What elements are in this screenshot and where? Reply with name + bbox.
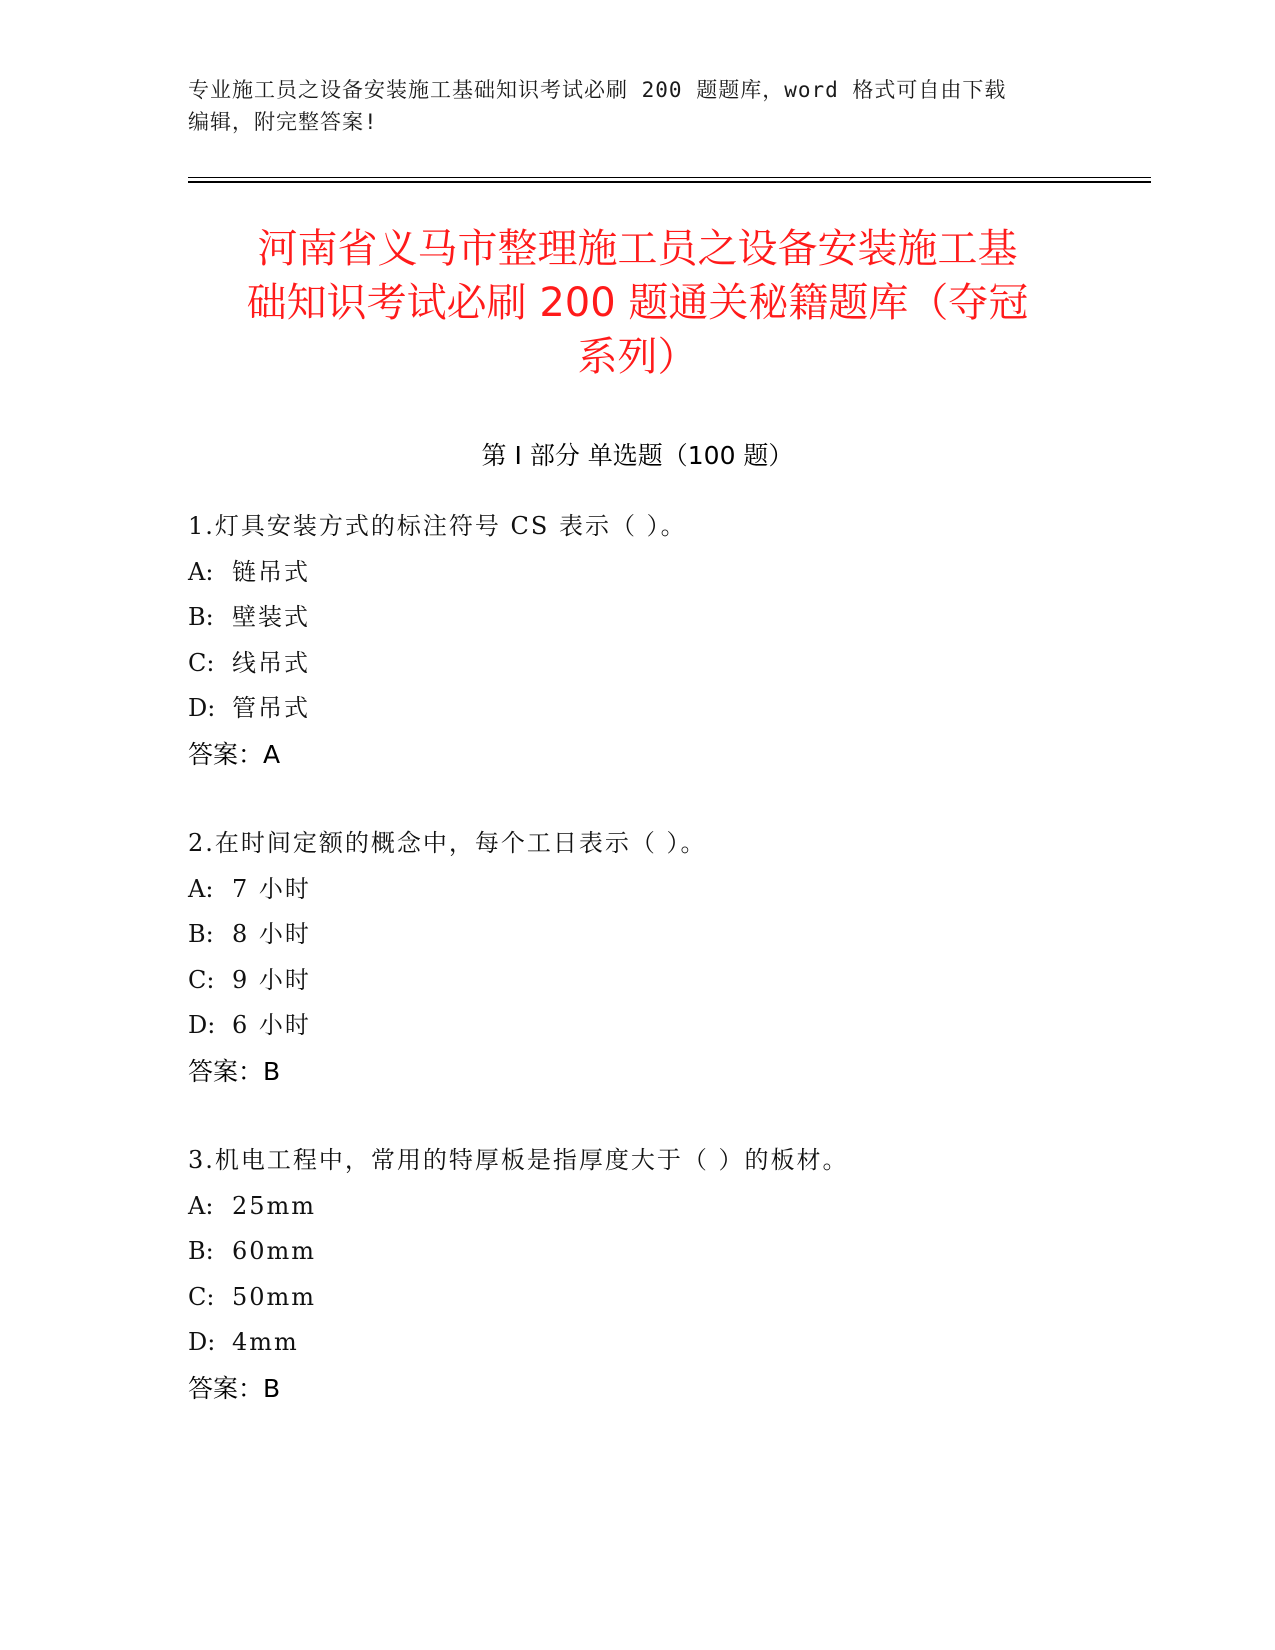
header-line-1: 专业施工员之设备安装施工基础知识考试必刷 200 题题库，word 格式可自由下载 xyxy=(188,78,1007,102)
answer: 答案：B xyxy=(188,1373,281,1403)
option-c xyxy=(188,958,1148,1004)
option-letter: A: xyxy=(188,1191,214,1220)
document-title xyxy=(160,222,1115,384)
option-b xyxy=(188,1229,1148,1275)
question-3 xyxy=(188,1138,1148,1411)
option-text: 25mm xyxy=(232,1191,317,1220)
question-stem: 2.在时间定额的概念中，每个工日表示（ ）。 xyxy=(188,829,707,857)
header-divider-thick xyxy=(188,181,1151,183)
option-letter: C: xyxy=(188,965,215,994)
header-divider-thin xyxy=(188,177,1151,178)
option-d xyxy=(188,1320,1148,1366)
option-text: 链吊式 xyxy=(232,557,310,586)
option-text: 壁装式 xyxy=(232,603,310,631)
option-letter: B: xyxy=(188,603,214,631)
option-letter: B: xyxy=(188,1237,214,1265)
option-a xyxy=(188,550,1148,596)
option-letter: B: xyxy=(188,920,214,948)
question-1 xyxy=(188,504,1148,777)
header-line-2: 编辑，附完整答案! xyxy=(188,110,378,134)
option-c xyxy=(188,1275,1148,1321)
option-letter: D: xyxy=(188,694,216,722)
option-b xyxy=(188,912,1148,958)
option-text: 8 小时 xyxy=(232,920,311,948)
option-a xyxy=(188,1184,1148,1230)
option-letter: A: xyxy=(188,874,214,903)
option-letter: D: xyxy=(188,1011,216,1039)
option-text: 7 小时 xyxy=(232,874,311,903)
option-text: 50mm xyxy=(232,1282,317,1311)
option-letter: D: xyxy=(188,1328,216,1356)
option-text: 9 小时 xyxy=(232,965,311,994)
page-header xyxy=(188,74,1088,138)
answer: 答案：B xyxy=(188,1056,281,1086)
option-a xyxy=(188,867,1148,913)
question-2 xyxy=(188,821,1148,1094)
option-d xyxy=(188,686,1148,732)
option-b xyxy=(188,595,1148,641)
option-d xyxy=(188,1003,1148,1049)
option-letter: A: xyxy=(188,557,214,586)
option-text: 线吊式 xyxy=(232,648,310,677)
question-stem: 3.机电工程中，常用的特厚板是指厚度大于（ ）的板材。 xyxy=(188,1146,849,1174)
question-stem: 1.灯具安装方式的标注符号 CS 表示（ ）。 xyxy=(188,512,687,540)
option-text: 管吊式 xyxy=(232,694,310,722)
answer: 答案：A xyxy=(188,739,281,769)
option-c xyxy=(188,641,1148,687)
option-text: 4mm xyxy=(232,1328,299,1356)
option-text: 6 小时 xyxy=(232,1011,311,1039)
title-line-1: 河南省义马市整理施工员之设备安装施工基 xyxy=(257,226,1018,272)
option-text: 60mm xyxy=(232,1237,317,1265)
title-line-2: 础知识考试必刷 200 题通关秘籍题库（夺冠 xyxy=(246,280,1029,326)
section-title: 第 I 部分 单选题（100 题） xyxy=(481,441,794,470)
title-line-3: 系列） xyxy=(577,334,698,380)
option-letter: C: xyxy=(188,1282,215,1311)
option-letter: C: xyxy=(188,648,215,677)
